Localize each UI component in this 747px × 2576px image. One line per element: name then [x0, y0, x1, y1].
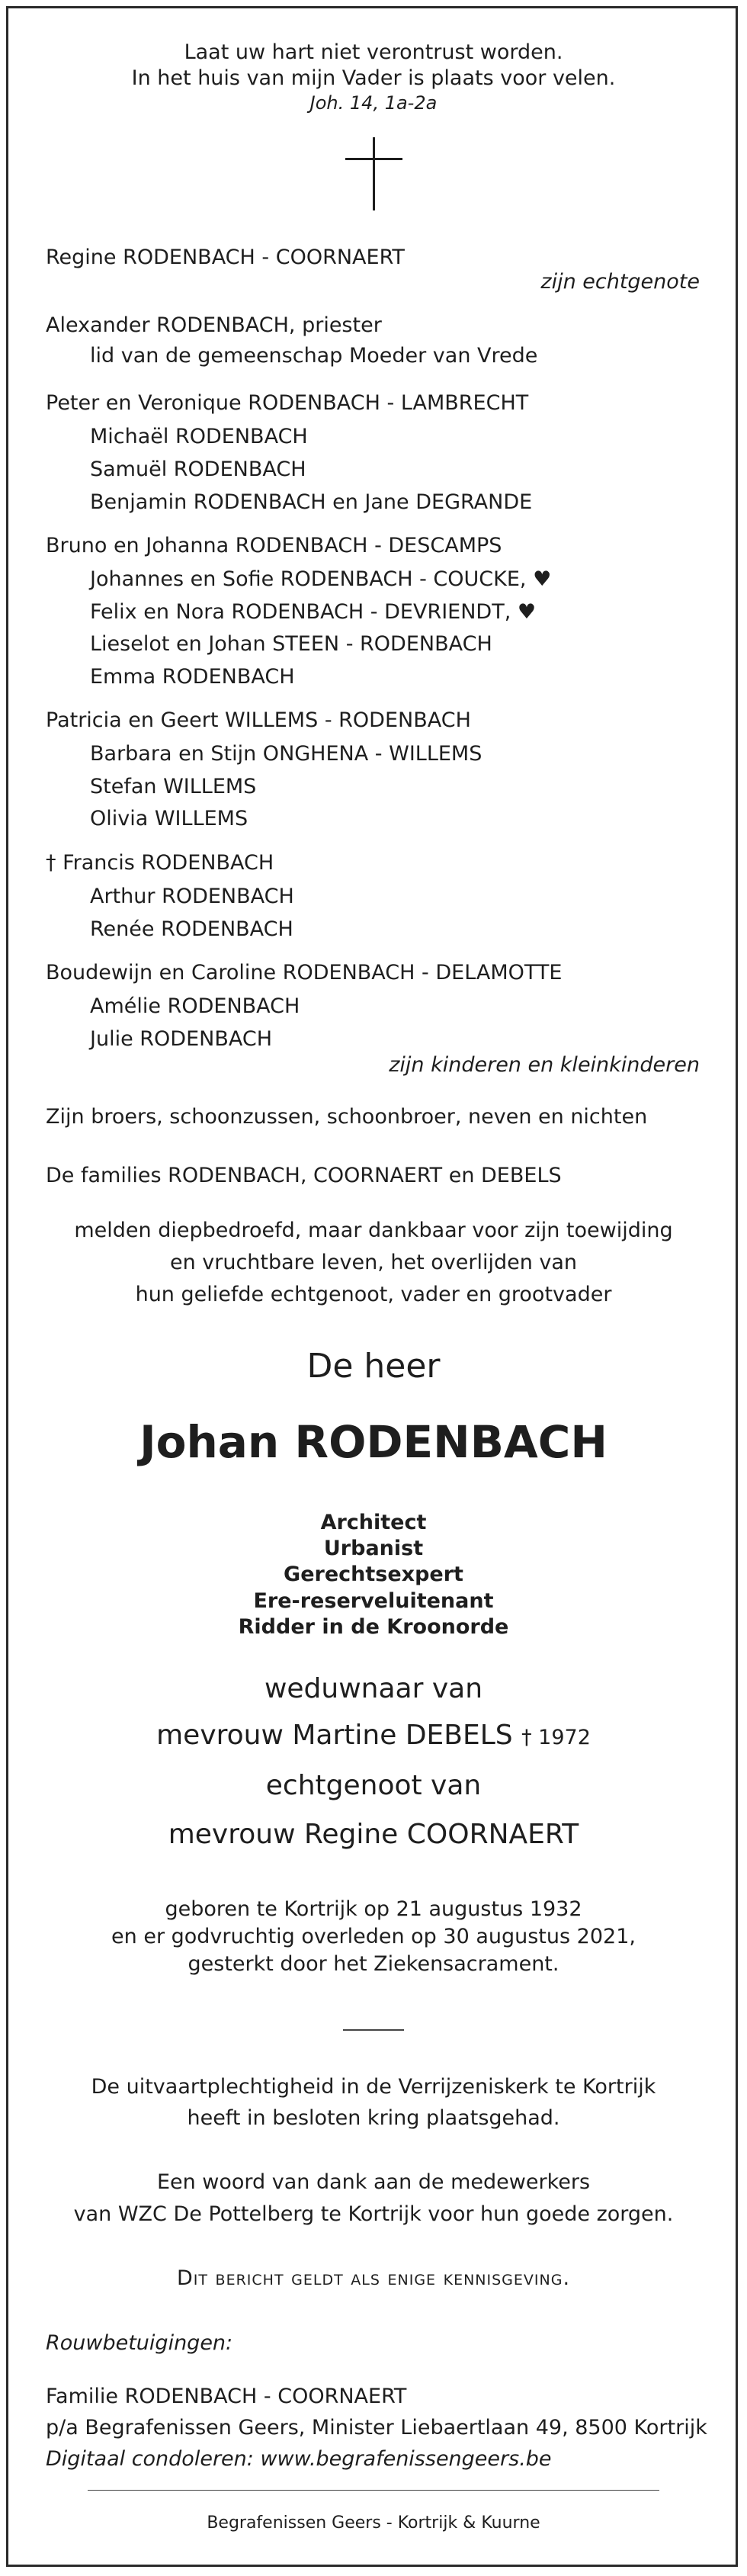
child-6-member-1: Amélie RODENBACH [90, 994, 300, 1018]
widower-of: weduwnaar van [264, 1673, 483, 1704]
deceased-name: Johan RODENBACH [139, 1416, 608, 1468]
child-5-member-2: Renée RODENBACH [90, 917, 293, 941]
spouse-name: Regine RODENBACH - COORNAERT [46, 246, 405, 269]
condolences-online[interactable]: Digitaal condoleren: www.begrafenissengeers.be [46, 2447, 552, 2471]
separator-line [343, 2029, 404, 2031]
spouse-role: zijn echtgenote [540, 270, 700, 294]
child-3-member-1: Johannes en Sofie RODENBACH - COUCKE, ♥ [90, 567, 552, 591]
first-wife-death: † 1972 [521, 1726, 591, 1749]
child-1-head: Alexander RODENBACH, priester [46, 313, 382, 337]
quote-line-2: In het huis van mijn Vader is plaats voor velen. [131, 66, 616, 90]
dates-line-3: gesterkt door het Ziekensacrament. [188, 1952, 559, 1976]
siblings: Zijn broers, schoonzussen, schoonbroer, neven en nichten [46, 1105, 648, 1129]
announcement-line-3: hun geliefde echtgenoot, vader en grootvader [135, 1283, 612, 1306]
child-6-member-2: Julie RODENBACH [90, 1027, 273, 1051]
condolences-family: Familie RODENBACH - COORNAERT [46, 2385, 407, 2408]
thanks-line-1: Een woord van dank aan de medewerkers [156, 2170, 591, 2194]
first-wife: mevrouw Martine DEBELS [156, 1720, 513, 1751]
families: De families RODENBACH, COORNAERT en DEBELS [46, 1164, 562, 1187]
footer-divider [88, 2490, 659, 2491]
quote-line-1: Laat uw hart niet verontrust worden. [184, 40, 563, 64]
child-2-member-1: Michaël RODENBACH [90, 425, 308, 448]
first-wife-line [0, 1717, 747, 1757]
child-3-head: Bruno en Johanna RODENBACH - DESCAMPS [46, 534, 502, 557]
child-2-member-2: Samuël RODENBACH [90, 458, 306, 481]
deceased-title: De heer [306, 1347, 441, 1386]
profession-4: Ere-reserveluitenant [253, 1589, 494, 1613]
profession-5: Ridder in de Kroonorde [238, 1615, 509, 1639]
child-1-member-1: lid van de gemeenschap Moeder van Vrede [90, 344, 538, 368]
profession-2: Urbanist [323, 1537, 424, 1560]
child-4-head: Patricia en Geert WILLEMS - RODENBACH [46, 708, 471, 732]
condolences-label: Rouwbetuigingen: [46, 2331, 233, 2355]
child-5-member-1: Arthur RODENBACH [90, 885, 294, 908]
announcement-line-2: en vruchtbare leven, het overlijden van [169, 1251, 578, 1274]
child-6-head: Boudewijn en Caroline RODENBACH - DELAMOTTE [46, 961, 563, 984]
child-5-head: † Francis RODENBACH [46, 851, 274, 875]
child-4-member-2: Stefan WILLEMS [90, 775, 257, 798]
condolences-address: p/a Begrafenissen Geers, Minister Liebaertlaan 49, 8500 Kortrijk [46, 2416, 707, 2439]
funeral-line-1: De uitvaartplechtigheid in de Verrijzeniskerk te Kortrijk [91, 2075, 656, 2099]
child-2-head: Peter en Veronique RODENBACH - LAMBRECHT [46, 391, 529, 415]
child-4-member-3: Olivia WILLEMS [90, 807, 248, 830]
child-3-member-2: Felix en Nora RODENBACH - DEVRIENDT, ♥ [90, 600, 537, 624]
child-3-member-3: Lieselot en Johan STEEN - RODENBACH [90, 632, 492, 656]
profession-1: Architect [320, 1511, 427, 1534]
child-3-member-4: Emma RODENBACH [90, 665, 295, 689]
funeral-line-2: heeft in besloten kring plaatsgehad. [187, 2106, 560, 2130]
quote-reference: Joh. 14, 1a-2a [309, 92, 438, 114]
husband-of: echtgenoot van [265, 1770, 482, 1801]
second-wife: mevrouw Regine COORNAERT [168, 1819, 579, 1850]
notice: Dit bericht geldt als enige kennisgeving. [176, 2266, 571, 2290]
child-4-member-1: Barbara en Stijn ONGHENA - WILLEMS [90, 742, 483, 766]
profession-3: Gerechtsexpert [284, 1563, 463, 1586]
child-2-member-3: Benjamin RODENBACH en Jane DEGRANDE [90, 490, 533, 514]
announcement-line-1: melden diepbedroefd, maar dankbaar voor zijn toewijding [74, 1219, 673, 1242]
dates-line-2: en er godvruchtig overleden op 30 augustus 2021, [111, 1925, 636, 1948]
dates-line-1: geboren te Kortrijk op 21 augustus 1932 [165, 1897, 582, 1921]
thanks-line-2: van WZC De Pottelberg te Kortrijk voor hun goede zorgen. [73, 2202, 674, 2226]
children-role: zijn kinderen en kleinkinderen [389, 1053, 700, 1077]
footer-text: Begrafenissen Geers - Kortrijk & Kuurne [207, 2513, 540, 2533]
